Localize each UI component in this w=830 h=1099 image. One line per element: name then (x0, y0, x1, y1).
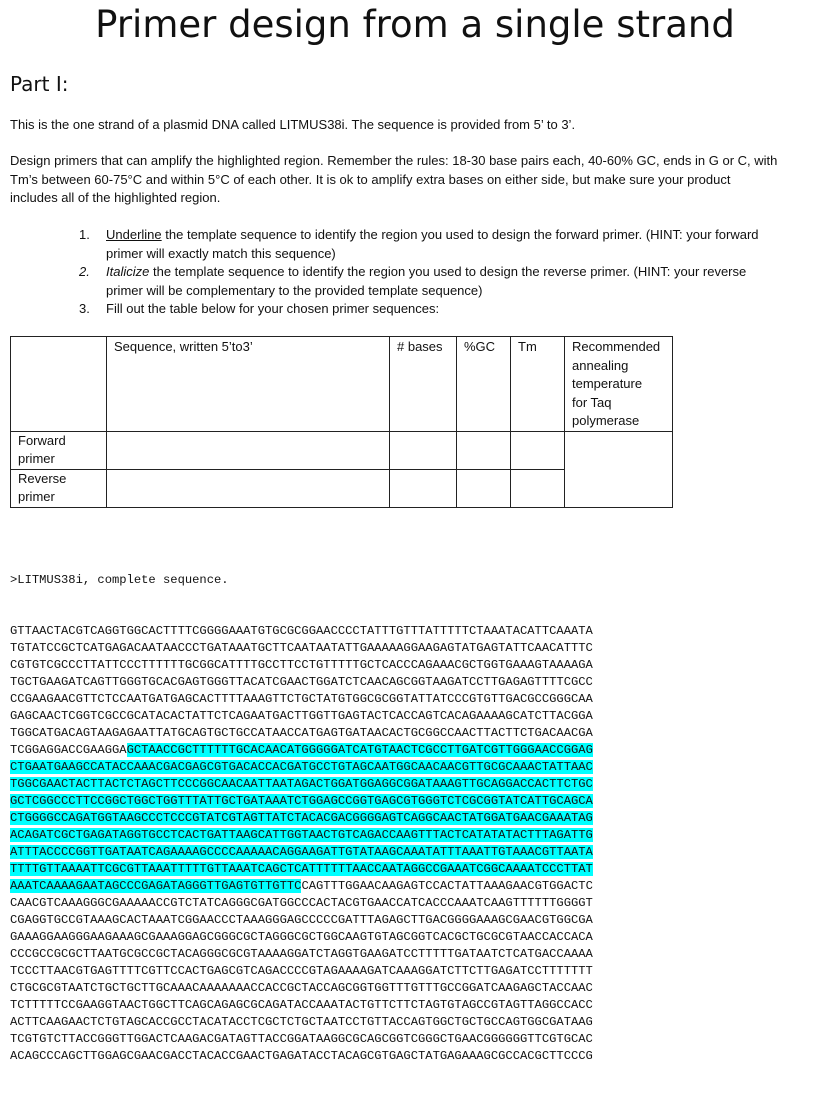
sequence-line (10, 827, 593, 844)
header-line: temperature (572, 376, 643, 391)
header-line: for Taq (572, 394, 612, 410)
annealing-temp-cell[interactable] (565, 431, 673, 507)
sequence-line (10, 725, 593, 742)
sequence-line (10, 691, 593, 708)
sequence-segment: CAACGTCAAAGGGCGAAAAACCGTCTATCAGGGCGATGGCCCACTACGTGAACCATCACCCAAATCAAGTTTTTTGGGGT (10, 896, 593, 910)
design-line: includes all of the highlighted region. (10, 190, 221, 205)
sequence-segment: CTGCGCGTAATCTGCTGCTTGCAAACAAAAAAACCACCGCTACCAGCGGTGGTTTGTTTGCCGGATCAAGAGCTACCAAC (10, 981, 593, 995)
sequence-segment: GAGCAACTCGGTCGCCGCATACACTATTCTCAGAATGACTTGGTTGAGTACTCACCAGTCACAGAAAAGCATCTTACGGA (10, 709, 593, 723)
sequence-line (10, 895, 593, 912)
row-label-forward (11, 431, 107, 469)
sequence-segment: ACAGCCCAGCTTGGAGCGAACGACCTACACCGAACTGAGATACCTACAGCGTGAGCTATGAGAAAGCGCCACGCTTCCCG (10, 1049, 593, 1063)
sequence-line (10, 623, 593, 640)
row-label-line: primer (18, 489, 55, 504)
highlighted-region: CTGAATGAAGCCATACCAAACGACGAGCGTGACACCACGATGCCTGTAGCAATGGCAACAACGTTGCGCAAACTATTAAC (10, 760, 593, 774)
sequence-header: >LITMUS38i, complete sequence. (10, 573, 229, 587)
list-item (0, 226, 759, 263)
sequence-line (10, 640, 593, 657)
table-header-gc: %GC (457, 337, 511, 432)
highlighted-region: AAATCAAAAGAATAGCCCGAGATAGGGTTGAGTGTTGTTC (10, 879, 302, 893)
row-label-line: Forward (18, 432, 66, 448)
sequence-segment: TCCCTTAACGTGAGTTTTCGTTCCACTGAGCGTCAGACCCCGTAGAAAAGATCAAAGGATCTTCTTGAGATCCTTTTTTT (10, 964, 593, 978)
instruction-list (0, 226, 759, 319)
sequence-line (10, 929, 593, 946)
design-instructions (10, 152, 777, 208)
table-header-recommended (565, 337, 673, 432)
reverse-bases-cell[interactable] (390, 469, 457, 507)
page-title: Primer design from a single strand (95, 3, 735, 46)
part-heading: Part I: (10, 72, 69, 96)
list-item (0, 300, 759, 319)
table-header-row (11, 337, 673, 432)
sequence-line (10, 657, 593, 674)
sequence-line (10, 1031, 593, 1048)
sequence-line (10, 878, 593, 895)
sequence-line (10, 980, 593, 997)
reverse-tm-cell[interactable] (511, 469, 565, 507)
table-header-sequence: Sequence, written 5’to3’ (107, 337, 390, 432)
reverse-gc-cell[interactable] (457, 469, 511, 507)
header-line: Recommended (572, 339, 661, 354)
table-row-forward (11, 431, 673, 469)
sequence-line (10, 912, 593, 929)
highlighted-region: ACAGATCGCTGAGATAGGTGCCTCACTGATTAAGCATTGGTAACTGTCAGACCAAGTTTACTCATATATACTTTAGATTG (10, 828, 593, 842)
list-number: 3. (79, 301, 90, 316)
list-number: 2. (79, 264, 90, 279)
list-item (0, 263, 759, 300)
sequence-line (10, 742, 593, 759)
table-header-tm: Tm (511, 337, 565, 432)
header-line: polymerase (572, 413, 640, 428)
table-header-cell (11, 337, 107, 432)
forward-tm-cell[interactable] (511, 431, 565, 469)
highlighted-region: CTGGGGCCAGATGGTAAGCCCTCCCGTATCGTAGTTATCTACACGACGGGGAGTCAGGCAACTATGGATGAACGAAATAG (10, 811, 593, 825)
sequence-line (10, 997, 593, 1014)
sequence-line (10, 1014, 593, 1031)
sequence-segment: TGCTGAAGATCAGTTGGGTGCACGAGTGGGTTACATCGAACTGGATCTCAACAGCGGTAAGATCCTTGAGAGTTTTCGCC (10, 675, 593, 689)
sequence-segment: CGAGGTGCCGTAAAGCACTAAATCGGAACCCTAAAGGGAGCCCCCGATTTAGAGCTTGACGGGGAAAGCGAACGTGGCGA (10, 913, 593, 927)
forward-sequence-cell[interactable] (107, 431, 390, 469)
sequence-line (10, 674, 593, 691)
sequence-line (10, 861, 593, 878)
sequence-line (10, 844, 593, 861)
sequence-segment: CGTGTCGCCCTTATTCCCTTTTTTGCGGCATTTTGCCTTCCTGTTTTTGCTCACCCAGAAACGCTGGTGAAAGTAAAAGA (10, 658, 593, 672)
primer-table (10, 336, 673, 508)
sequence-segment: GAAAGGAAGGGAAGAAAGCGAAAGGAGCGGGCGCTAGGGCGCTGGCAAGTGTAGCGGTCACGCTGCGCGTAACCACCACA (10, 930, 593, 944)
step-lead-underline: Underline (106, 227, 162, 242)
dna-sequence (10, 538, 593, 1099)
highlighted-region: GCTCGGCCCTTCCGGCTGGCTGGTTTATTGCTGATAAATCTGGAGCCGGTGAGCGTGGGTCTCGCGGTATCATTGCAGCA (10, 794, 593, 808)
highlighted-region: TTTTGTTAAAATTCGCGTTAAATTTTTGTTAAATCAGCTCATTTTTTAACCAATAGGCCGAAATCGGCAAAATCCCTTAT (10, 862, 593, 876)
sequence-line (10, 1048, 593, 1065)
step-lead-italic: Italicize (106, 264, 150, 279)
sequence-line (10, 776, 593, 793)
highlighted-region: TGGCGAACTACTTACTCTAGCTTCCCGGCAACAATTAATAGACTGGATGGAGGCGGATAAAGTTGCAGGACCACTTCTGC (10, 777, 593, 791)
sequence-segment: TCTTTTTCCGAAGGTAACTGGCTTCAGCAGAGCGCAGATACCAAATACTGTTCTTCTAGTGTAGCCGTAGTTAGGCCACC (10, 998, 593, 1012)
forward-gc-cell[interactable] (457, 431, 511, 469)
table-header-bases: # bases (390, 337, 457, 432)
sequence-segment: TGTATCCGCTCATGAGACAATAACCCTGATAAATGCTTCAATAATATTGAAAAAGGAAGAGTATGAGTATTCAACATTTC (10, 641, 593, 655)
sequence-segment: TCGTGTCTTACCGGGTTGGACTCAAGACGATAGTTACCGGATAAGGCGCAGCGGTCGGGCTGAACGGGGGGTTCGTGCAC (10, 1032, 593, 1046)
sequence-segment: GTTAACTACGTCAGGTGGCACTTTTCGGGGAAATGTGCGCGGAACCCCTATTTGTTTATTTTTCTAAATACATTCAAATA (10, 624, 593, 638)
sequence-lines (10, 623, 593, 1065)
step-text-continued: primer will be complementary to the provided template sequence) (106, 282, 483, 298)
sequence-line (10, 810, 593, 827)
design-line: Tm’s between 60-75°C and within 5°C of each other. It is ok to amplify extra bases on either side, but make sure your product (10, 171, 731, 187)
sequence-segment: ACTTCAAGAACTCTGTAGCACCGCCTACATACCTCGCTCTGCTAATCCTGTTACCAGTGGCTGCTGCCAGTGGCGATAAG (10, 1015, 593, 1029)
step-text: the template sequence to identify the region you used to design the forward primer. (HINT: your forward (161, 227, 759, 242)
list-number: 1. (79, 227, 90, 242)
highlighted-region: ATTTACCCCGGTTGATAATCAGAAAAGCCCCAAAAACAGGAAGATTGTATAAGCAAATATTTAAATTGTAAACGTTAATA (10, 845, 593, 859)
sequence-line (10, 793, 593, 810)
step-text: the template sequence to identify the region you used to design the reverse primer. (HINT: your reverse (149, 264, 747, 279)
row-label-line: Reverse (18, 470, 67, 486)
header-line: annealing (572, 357, 629, 373)
sequence-segment: CAGTTTGGAACAAGAGTCCACTATTAAAGAACGTGGACTC (301, 879, 593, 893)
sequence-segment: CCCGCCGCGCTTAATGCGCCGCTACAGGGCGCGTAAAAGGATCTAGGTGAAGATCCTTTTTGATAATCTCATGACCAAAA (10, 947, 593, 961)
highlighted-region: GCTAACCGCTTTTTTGCACAACATGGGGGATCATGTAACTCGCCTTGATCGTTGGGAACCGGAG (126, 743, 593, 757)
sequence-segment: TCGGAGGACCGAAGGA (10, 743, 127, 757)
sequence-segment: CCGAAGAACGTTCTCCAATGATGAGCACTTTTAAAGTTCTGCTATGTGGCGCGGTATTATCCCGTGTTGACGCCGGGCAA (10, 692, 593, 706)
sequence-line (10, 946, 593, 963)
intro-paragraph: This is the one strand of a plasmid DNA called LITMUS38i. The sequence is provided from 5’ to 3’. (10, 117, 576, 132)
step-text-continued: primer will exactly match this sequence) (106, 245, 336, 261)
row-label-line: primer (18, 451, 55, 466)
row-label-reverse (11, 469, 107, 507)
sequence-line (10, 708, 593, 725)
sequence-line (10, 759, 593, 776)
sequence-line (10, 963, 593, 980)
sequence-segment: TGGCATGACAGTAAGAGAATTATGCAGTGCTGCCATAACCATGAGTGATAACACTGCGGCCAACTTACTTCTGACAACGA (10, 726, 593, 740)
step-text: Fill out the table below for your chosen primer sequences: (106, 301, 440, 316)
design-line: Design primers that can amplify the highlighted region. Remember the rules: 18-30 base pairs each, 40-60% GC, ends in G or C, with (10, 153, 778, 168)
reverse-sequence-cell[interactable] (107, 469, 390, 507)
forward-bases-cell[interactable] (390, 431, 457, 469)
